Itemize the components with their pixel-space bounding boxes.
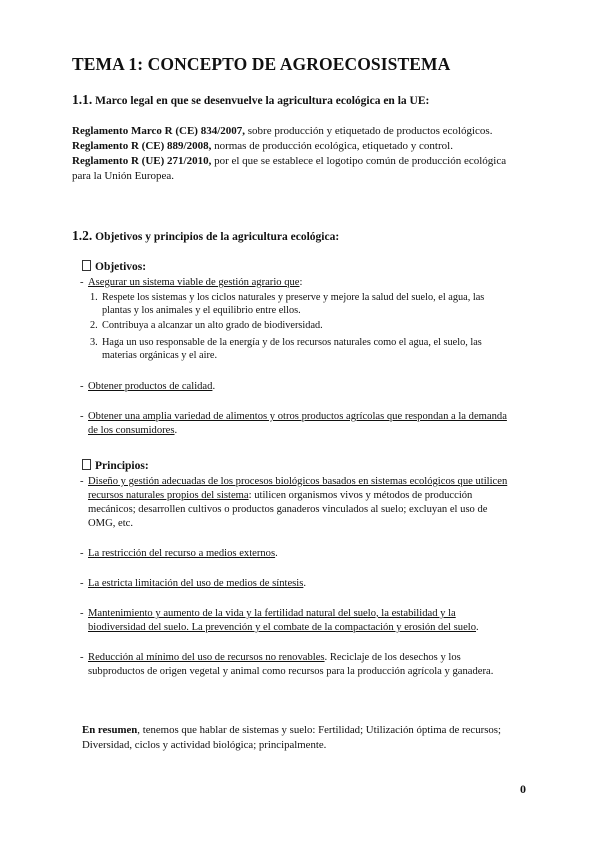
objective-item: - Asegurar un sistema viable de gestión agrario que: [80,277,303,288]
principle-item: - Reducción al mínimo del uso de recursos no renovables. Reciclaje de los desechos y los subproductos de origen vegetal y animal como recursos para la producción agrícola y ganadera. [80,652,494,677]
principle-punct: . [476,622,479,633]
list-text: Haga un uso responsable de la energía y de los recursos naturales como el agua, el suelo, las materias orgánicas y el aire. [102,337,482,361]
principle-punct: . [303,578,307,589]
objective-punct: : [299,277,303,288]
regulation-item [72,154,512,184]
regulation-name: Reglamento Marco R (CE) 834/2007, [72,125,246,137]
list-text: Respete los sistemas y los ciclos naturales y preserve y mejore la salud del suelo, el agua, las plantas y los animales y el equilibrio entre ellos. [102,292,485,316]
section-2-title: Objetivos y principios de la agricultura ecológica: [95,231,340,243]
principle-text: La restricción del recurso a medios externos [88,548,276,559]
section-2-number: 1.2. [72,228,93,243]
section-1-number: 1.1. [72,92,93,107]
principle-item: - Diseño y gestión adecuadas de los procesos biológicos basados en sistemas ecológicos que utilicen recursos naturales propios del sistema: utilicen organismos vivos y métodos de producción mecánicos; desarrollen cultivos o productos ganaderos vinculados al suelo; excluyan el uso de OMG, etc. [80,476,508,529]
principle-detail: . Reciclaje de los desechos y los subproductos de origen vegetal y animal como recursos para la producción agrícola y ganadera. [88,652,494,677]
list-number: 1. [90,292,98,303]
principle-item: - La restricción del recurso a medios externos. [80,548,278,559]
regulation-item [72,139,512,154]
checkbox-glyph-icon [82,260,91,271]
principle-text: Reducción al mínimo del uso de recursos no renovables [88,652,325,663]
principle-item: - La estricta limitación del uso de medios de síntesis. [80,578,307,589]
objective-text: Obtener una amplia variedad de alimentos y otros productos agrícolas que respondan a la demanda de los consumidores [88,411,507,436]
objective-text: Obtener productos de calidad [88,381,213,392]
principios-heading [82,459,149,472]
page-number: 0 [520,782,526,796]
objetivos-heading [82,260,146,273]
regulation-desc: sobre producción y etiquetado de productos ecológicos. [245,125,493,137]
list-number: 2. [90,320,98,331]
section-1-title: Marco legal en que se desenvuelve la agricultura ecológica en la UE: [95,95,430,107]
principios-label: Principios: [95,460,149,472]
regulation-name: Reglamento R (UE) 271/2010, [72,155,212,167]
checkbox-glyph-icon [82,459,91,470]
principle-text: La estricta limitación del uso de medios de síntesis [88,578,304,589]
principle-punct: . [275,548,278,559]
regulation-item [72,124,512,139]
regulation-desc: por el que se establece el logotipo común de producción ecológica para la Unión Europea. [72,155,507,182]
objective-text: Asegurar un sistema viable de gestión agrario que [88,277,300,288]
objective-item: - Obtener productos de calidad. [80,381,216,392]
summary-lead: En resumen [82,724,138,736]
principle-detail: : utilicen organismos vivos y métodos de producción mecánicos; desarrollen cultivos o productos ganaderos vinculados al suelo; excluyan el uso de OMG, etc. [88,490,488,529]
objective-item: - Obtener una amplia variedad de alimentos y otros productos agrícolas que respondan a la demanda de los consumidores. [80,411,507,436]
objective-punct: . [212,381,216,392]
principle-text: Mantenimiento y aumento de la vida y la fertilidad natural del suelo, la estabilidad y la biodiversidad del suelo. La prevención y el combate de la compactación y erosión del suelo [88,608,477,633]
list-number: 3. [90,337,98,348]
regulations-block [72,124,512,184]
document-title: TEMA 1: CONCEPTO DE AGROECOSISTEMA [72,54,451,74]
summary-paragraph [82,723,510,753]
regulation-desc: normas de producción ecológica, etiquetado y control. [211,140,453,152]
objective-punct: . [174,425,178,436]
section-2-heading [72,228,339,244]
summary-text: , tenemos que hablar de sistemas y suelo: Fertilidad; Utilización óptima de recursos; Diversidad, ciclos y actividad biológica; principalmente. [82,724,502,751]
objective-sublist-item [90,291,510,317]
principle-text: Diseño y gestión adecuadas de los procesos biológicos basados en sistemas ecológicos que utilicen recursos naturales propios del sistema [88,476,508,501]
section-1-heading [72,92,429,108]
objetivos-label: Objetivos: [95,261,147,273]
list-text: Contribuya a alcanzar un alto grado de biodiversidad. [102,320,323,331]
objective-sublist-item [90,336,510,362]
regulation-name: Reglamento R (CE) 889/2008, [72,140,212,152]
objective-sublist-item [90,319,510,332]
principle-item: - Mantenimiento y aumento de la vida y la fertilidad natural del suelo, la estabilidad y la biodiversidad del suelo. La prevención y el combate de la compactación y erosión del suelo. [80,608,479,633]
